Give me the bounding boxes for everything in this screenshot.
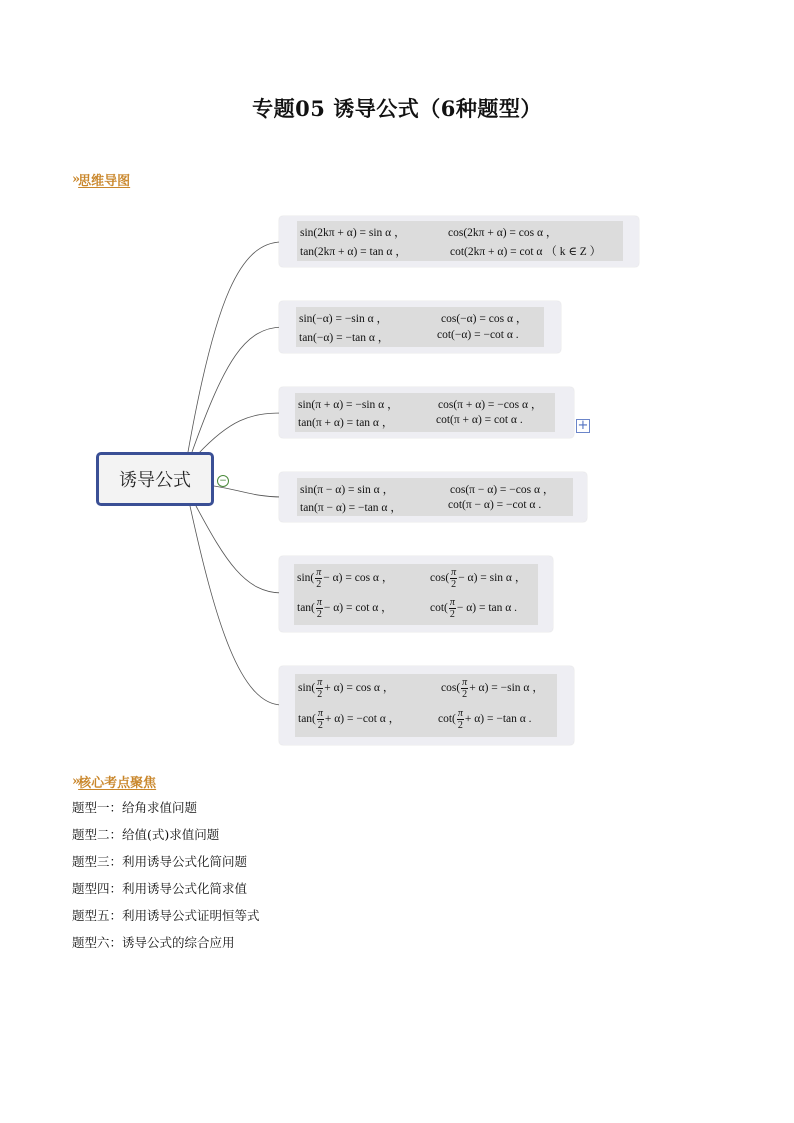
formula-term: cot(−α) = −cot α . bbox=[437, 329, 519, 341]
formula-term: sin( bbox=[298, 682, 316, 695]
formula-row bbox=[300, 499, 542, 515]
formula-term: tan(2kπ + α) = tan α ， bbox=[300, 246, 407, 258]
formula-block-3 bbox=[295, 393, 555, 432]
formula-row bbox=[298, 396, 543, 412]
formula-row bbox=[299, 310, 528, 326]
formula-term: cot(π + α) = cot α . bbox=[436, 414, 523, 426]
formula-term: tan(−α) = −tan α ， bbox=[299, 332, 390, 344]
formula-term: cot(2kπ + α) = cot α （ k ∈ Z ） bbox=[450, 246, 602, 258]
mindmap-heading-text: 思维导图 bbox=[78, 174, 131, 189]
page-title: 专题05 诱导公式（6种题型） bbox=[252, 96, 542, 121]
formula-row bbox=[298, 414, 523, 430]
collapse-icon[interactable]: − bbox=[217, 475, 229, 487]
double-chevron-icon: » bbox=[72, 774, 78, 789]
formula-block-2 bbox=[296, 307, 544, 347]
connector-2 bbox=[192, 327, 282, 452]
mindmap-node-6[interactable] bbox=[279, 666, 574, 745]
formula-row bbox=[297, 567, 527, 590]
formula-term: tan( bbox=[297, 602, 315, 615]
mindmap-node-4[interactable] bbox=[279, 472, 587, 522]
formula-term: cos(π + α) = −cos α ， bbox=[438, 399, 543, 411]
topic-item: 题型六：诱导公式的综合应用 bbox=[72, 935, 235, 950]
fraction: $\frac{\pi}{2}$ bbox=[457, 708, 463, 731]
formula-term: tan(π + α) = tan α ， bbox=[298, 417, 394, 429]
topic-item: 题型一：给角求值问题 bbox=[72, 800, 198, 815]
mindmap-node-1[interactable] bbox=[279, 216, 639, 267]
formula-col2: cos( $\frac{\pi}{2}$ − α) = sin α ， bbox=[430, 567, 527, 590]
fraction: $\frac{\pi}{2}$ bbox=[316, 597, 322, 620]
formula-block-5 bbox=[294, 564, 538, 625]
formula-row bbox=[300, 481, 555, 497]
formula-block-1 bbox=[297, 221, 623, 261]
fraction: $\frac{\pi}{2}$ bbox=[316, 567, 322, 590]
formula-col2: cot( $\frac{\pi}{2}$ + α) = −tan α . bbox=[438, 708, 532, 731]
formula-term: cos(−α) = cos α ， bbox=[441, 313, 528, 325]
double-chevron-icon: » bbox=[72, 172, 78, 187]
formula-term: sin( bbox=[297, 572, 315, 585]
formula-term: − α) = cot α ， bbox=[323, 602, 393, 615]
expand-icon[interactable]: + bbox=[577, 418, 589, 433]
connector-4 bbox=[214, 486, 282, 497]
formula-term: tan( bbox=[298, 713, 316, 726]
topic-item: 题型二：给值(式)求值问题 bbox=[72, 827, 220, 842]
fraction: $\frac{\pi}{2}$ bbox=[317, 708, 323, 731]
formula-row bbox=[299, 329, 519, 345]
formula-block-4 bbox=[297, 478, 573, 516]
formula-row bbox=[298, 708, 532, 731]
formula-term: − α) = cos α ， bbox=[323, 572, 394, 585]
formula-col2: cos( $\frac{\pi}{2}$ + α) = −sin α ， bbox=[441, 677, 544, 700]
formula-term: sin(π + α) = −sin α ， bbox=[298, 399, 399, 411]
connector-1 bbox=[188, 242, 282, 452]
fraction: $\frac{\pi}{2}$ bbox=[317, 677, 323, 700]
formula-term: + α) = cos α ， bbox=[324, 682, 395, 695]
fraction: $\frac{\pi}{2}$ bbox=[449, 597, 455, 620]
fraction: $\frac{\pi}{2}$ bbox=[462, 677, 468, 700]
focus-heading bbox=[72, 772, 156, 791]
mindmap-node-2[interactable] bbox=[279, 301, 561, 353]
formula-col2: cot( $\frac{\pi}{2}$ − α) = tan α . bbox=[430, 597, 518, 620]
formula-row bbox=[297, 597, 518, 620]
formula-term: + α) = −cot α ， bbox=[324, 713, 401, 726]
formula-term: tan(π − α) = −tan α ， bbox=[300, 502, 402, 514]
formula-row bbox=[300, 224, 558, 240]
topic-list bbox=[72, 798, 260, 960]
topic-item: 题型四：利用诱导公式化简求值 bbox=[72, 881, 248, 896]
formula-term: cos(2kπ + α) = cos α ， bbox=[448, 227, 558, 239]
connector-6 bbox=[190, 506, 282, 705]
mindmap-node-3[interactable] bbox=[279, 387, 574, 438]
mindmap-node-5[interactable] bbox=[279, 556, 553, 632]
connector-3 bbox=[198, 413, 282, 454]
formula-block-6 bbox=[295, 674, 557, 737]
formula-term: sin(π − α) = sin α ， bbox=[300, 484, 395, 496]
formula-row bbox=[300, 243, 602, 259]
formula-term: sin(−α) = −sin α ， bbox=[299, 313, 389, 325]
mindmap-root-node[interactable] bbox=[96, 452, 214, 506]
topic-item: 题型三：利用诱导公式化简问题 bbox=[72, 854, 248, 869]
focus-heading-text: 核心考点聚焦 bbox=[78, 776, 157, 791]
connector-5 bbox=[196, 506, 282, 593]
formula-term: sin(2kπ + α) = sin α ， bbox=[300, 227, 406, 239]
formula-term: cos(π − α) = −cos α ， bbox=[450, 484, 555, 496]
formula-term: cot(π − α) = −cot α . bbox=[448, 499, 542, 511]
topic-item: 题型五：利用诱导公式证明恒等式 bbox=[72, 908, 260, 923]
formula-row bbox=[298, 677, 544, 700]
fraction: $\frac{\pi}{2}$ bbox=[451, 567, 457, 590]
root-label: 诱导公式 bbox=[119, 470, 191, 491]
